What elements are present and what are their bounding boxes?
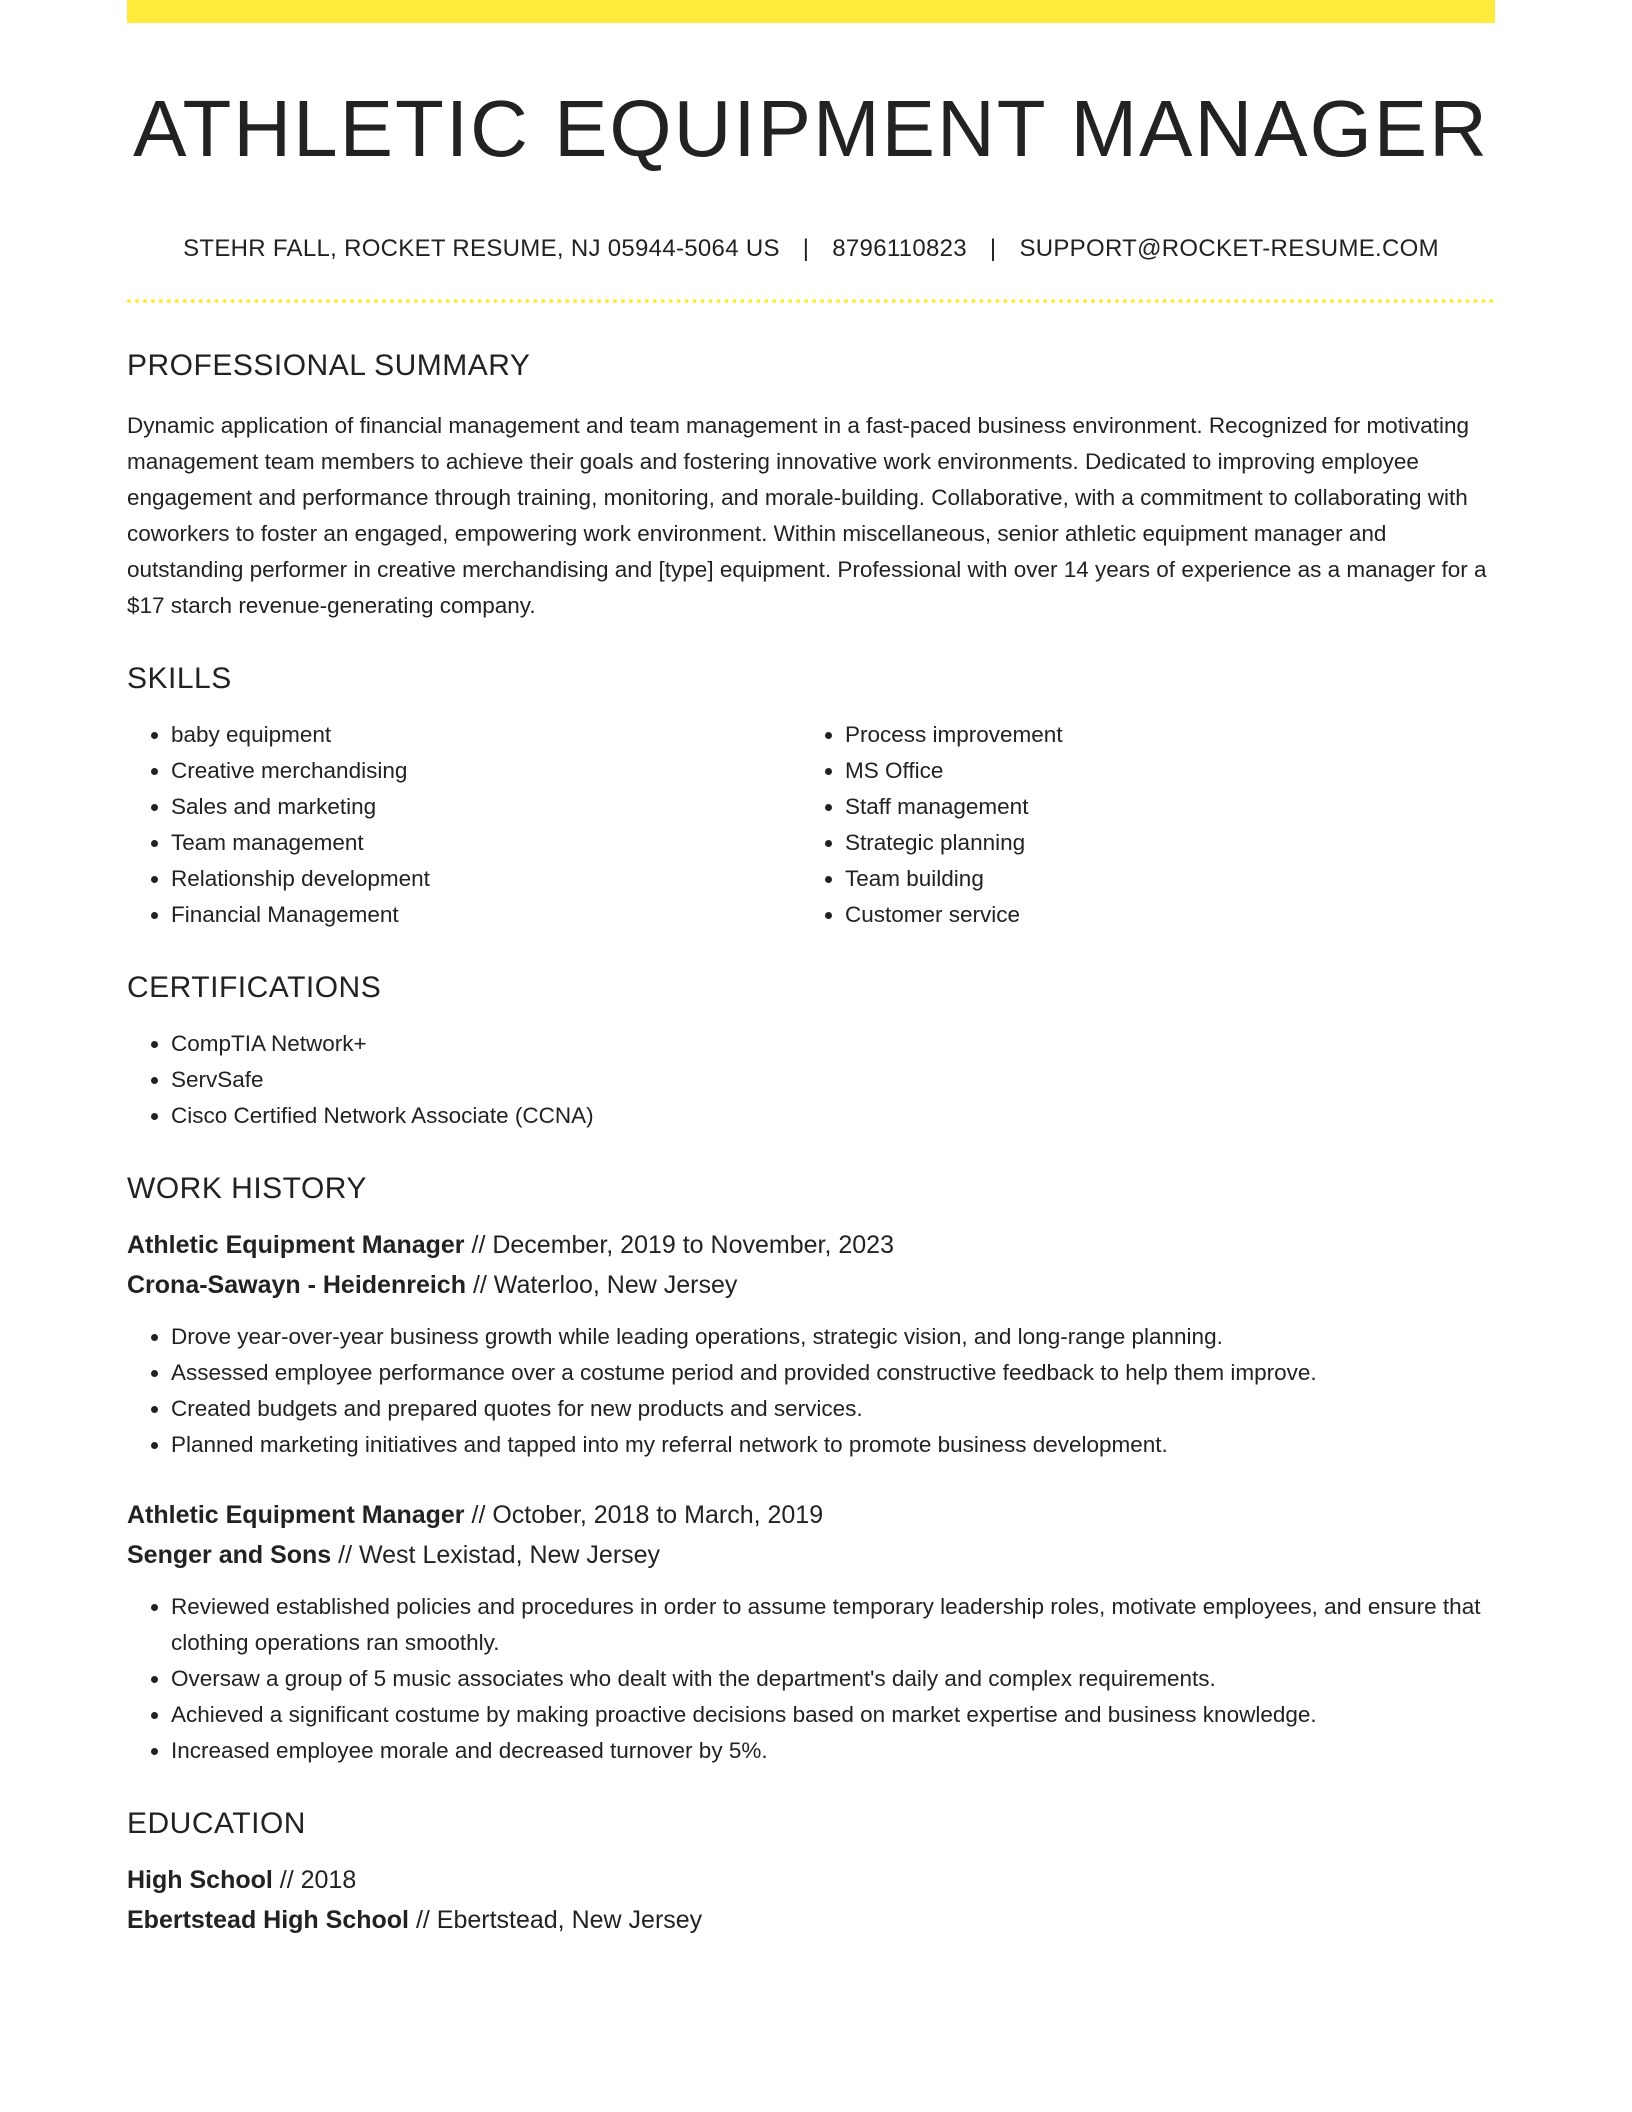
job-bullet: • Achieved a significant costume by making proactive decisions based on market expertise and business knowledge.: [171, 1697, 1495, 1733]
contact-email: SUPPORT@ROCKET-RESUME.COM: [1019, 235, 1439, 262]
dotted-divider: [127, 299, 1495, 303]
job-location: // West Lexistad, New Jersey: [338, 1541, 661, 1569]
work-history-heading: WORK HISTORY: [127, 1172, 367, 1205]
skill-item: • Creative merchandising: [171, 753, 801, 789]
job-company: Senger and Sons: [127, 1541, 332, 1569]
contact-separator: |: [989, 235, 997, 262]
skill-item: • Team management: [171, 825, 801, 861]
skill-item: • Process improvement: [845, 717, 1475, 753]
job-bullets: [127, 1319, 1495, 1463]
job-bullet: • Oversaw a group of 5 music associates who dealt with the department's daily and complex requirements.: [171, 1661, 1495, 1697]
job-entry: [127, 1225, 1495, 1463]
job-dates: // December, 2019 to November, 2023: [471, 1231, 894, 1259]
job-dates: // October, 2018 to March, 2019: [471, 1501, 824, 1529]
job-location: // Waterloo, New Jersey: [472, 1271, 738, 1299]
skill-item: • baby equipment: [171, 717, 801, 753]
skill-item: • Team building: [845, 861, 1475, 897]
education-degree: High School: [127, 1866, 273, 1894]
job-bullet: • Drove year-over-year business growth while leading operations, strategic vision, and long-range planning.: [171, 1319, 1495, 1355]
job-bullet: • Increased employee morale and decreased turnover by 5%.: [171, 1733, 1495, 1769]
education-heading: EDUCATION: [127, 1807, 306, 1840]
education-school: Ebertstead High School: [127, 1906, 409, 1934]
education-degree-line: [127, 1860, 1495, 1900]
education-location: // Ebertstead, New Jersey: [415, 1906, 703, 1934]
summary-text: Dynamic application of financial management and team management in a fast-paced business environment. Recognized for motivating management team members to achieve their goals and fostering innovative work environments. Dedicated to improving employee engagement and performance through training, monitoring, and morale-building. Collaborative, with a commitment to collaborating with coworkers to foster an engaged, empowering work environment. Within miscellaneous, senior athletic equipment manager and outstanding performer in creative merchandising and [type] equipment. Professional with over 14 years of experience as a manager for a $17 starch revenue-generating company.: [127, 413, 1487, 618]
skill-item: • Sales and marketing: [171, 789, 801, 825]
job-company-line: [127, 1265, 1495, 1305]
certifications-heading: CERTIFICATIONS: [127, 971, 382, 1004]
job-bullet: • Assessed employee performance over a costume period and provided constructive feedback to help them improve.: [171, 1355, 1495, 1391]
skill-item: • Customer service: [845, 897, 1475, 933]
accent-top-bar: [127, 0, 1495, 23]
contact-address: STEHR FALL, ROCKET RESUME, NJ 05944-5064 US: [183, 235, 780, 262]
skill-item: • Staff management: [845, 789, 1475, 825]
skill-item: • Financial Management: [171, 897, 801, 933]
skills-right-column: [801, 717, 1475, 933]
job-title: Athletic Equipment Manager: [127, 1501, 465, 1529]
skills-columns: [127, 717, 1495, 933]
page-title: ATHLETIC EQUIPMENT MANAGER: [133, 84, 1489, 173]
job-company: Crona-Sawayn - Heidenreich: [127, 1271, 466, 1299]
certification-item: • ServSafe: [171, 1062, 1495, 1098]
contact-separator: |: [802, 235, 810, 262]
contact-phone: 8796110823: [832, 235, 967, 262]
education-school-line: [127, 1900, 1495, 1940]
education-year: // 2018: [279, 1866, 357, 1894]
job-entry: [127, 1495, 1495, 1769]
certification-item: • CompTIA Network+: [171, 1026, 1495, 1062]
skills-list-left: [127, 717, 801, 933]
job-bullets: [127, 1589, 1495, 1769]
skill-item: • MS Office: [845, 753, 1475, 789]
skill-item: • Strategic planning: [845, 825, 1475, 861]
certification-item: • Cisco Certified Network Associate (CCNA): [171, 1098, 1495, 1134]
summary-heading: PROFESSIONAL SUMMARY: [127, 349, 531, 382]
job-title-line: [127, 1225, 1495, 1265]
skills-left-column: [127, 717, 801, 933]
job-company-line: [127, 1535, 1495, 1575]
job-bullet: • Planned marketing initiatives and tapped into my referral network to promote business development.: [171, 1427, 1495, 1463]
skills-heading: SKILLS: [127, 662, 232, 695]
skills-list-right: [801, 717, 1475, 933]
contact-line: [127, 235, 1495, 263]
education-entry: [127, 1860, 1495, 1940]
certifications-list: [127, 1026, 1495, 1134]
resume-content: [127, 0, 1495, 1940]
job-bullet: • Created budgets and prepared quotes for new products and services.: [171, 1391, 1495, 1427]
job-title-line: [127, 1495, 1495, 1535]
job-bullet: • Reviewed established policies and procedures in order to assume temporary leadership roles, motivate employees, and ensure that clothing operations ran smoothly.: [171, 1589, 1495, 1661]
skill-item: • Relationship development: [171, 861, 801, 897]
job-title: Athletic Equipment Manager: [127, 1231, 465, 1259]
